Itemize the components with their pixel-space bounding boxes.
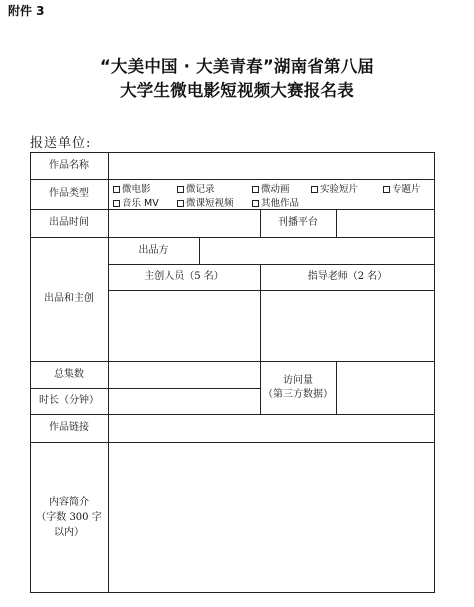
link-label: 作品链接 <box>49 422 89 433</box>
checkbox-icon <box>383 186 390 193</box>
checkbox-icon <box>113 186 120 193</box>
link-field[interactable] <box>109 415 434 442</box>
views-label-line-1: 访问量 <box>283 374 313 386</box>
option-label: 音乐 MV <box>122 198 159 209</box>
release-time-label: 出品时间 <box>49 217 89 228</box>
producer-label: 出品方 <box>138 244 169 256</box>
checkbox-icon <box>177 186 184 193</box>
work-type-label: 作品类型 <box>49 188 89 199</box>
work-type-option-micro-lesson[interactable] <box>177 195 234 209</box>
checkbox-icon <box>252 200 259 207</box>
intro-field[interactable] <box>109 443 434 592</box>
duration-label: 时长（分钟） <box>39 395 99 406</box>
work-type-option-experimental-short[interactable] <box>311 181 358 195</box>
form-title-line-1: “大美中国 · 大美青春”湖南省第八届 <box>99 57 375 76</box>
work-type-option-other[interactable] <box>252 195 299 209</box>
platform-label: 刊播平台 <box>278 217 318 228</box>
checkbox-icon <box>177 200 184 207</box>
option-label: 微课短视频 <box>186 198 234 209</box>
release-time-field[interactable] <box>109 210 260 237</box>
episodes-label: 总集数 <box>54 368 84 380</box>
work-type-option-feature[interactable] <box>383 181 421 195</box>
intro-label <box>30 442 108 592</box>
option-label: 其他作品 <box>261 198 300 209</box>
option-label: 专题片 <box>392 184 421 195</box>
creators-label: 主创人员（5 名） <box>144 271 224 282</box>
platform-field[interactable] <box>337 210 434 237</box>
form-title-line-2: 大学生微电影短视频大赛报名表 <box>120 81 354 100</box>
duration-field[interactable] <box>109 389 260 414</box>
option-label: 实验短片 <box>320 184 359 195</box>
work-name-label: 作品名称 <box>49 159 89 171</box>
registration-table <box>30 152 435 593</box>
intro-label-line-1: 内容简介 <box>49 496 89 508</box>
advisors-label: 指导老师（2 名） <box>307 271 388 282</box>
views-label <box>260 361 336 414</box>
checkbox-icon <box>311 186 318 193</box>
intro-label-line-2: （字数 300 字 <box>36 511 102 523</box>
option-label: 微动画 <box>261 184 290 195</box>
intro-label-line-3: 以内） <box>54 526 84 538</box>
views-label-line-2: （第三方数据） <box>263 388 333 400</box>
views-field[interactable] <box>337 362 434 414</box>
episodes-field[interactable] <box>109 362 260 388</box>
option-label: 微电影 <box>122 184 151 195</box>
production-label: 出品和主创 <box>44 293 94 304</box>
producer-field[interactable] <box>200 238 434 264</box>
creators-field[interactable] <box>109 291 260 361</box>
attachment-label: 附件 3 <box>8 4 45 18</box>
work-type-option-micro-animation[interactable] <box>252 181 290 195</box>
work-type-options <box>113 181 433 209</box>
option-label: 微记录 <box>186 184 215 195</box>
checkbox-icon <box>252 186 259 193</box>
work-name-field[interactable] <box>109 153 434 179</box>
checkbox-icon <box>113 200 120 207</box>
work-type-option-micro-documentary[interactable] <box>177 181 215 195</box>
submitting-unit-label: 报送单位: <box>30 136 92 151</box>
table-border-bottom <box>30 592 435 593</box>
work-type-option-music-mv[interactable] <box>113 195 159 209</box>
table-border-right <box>434 152 435 593</box>
work-type-option-micro-film[interactable] <box>113 181 151 195</box>
advisors-field[interactable] <box>261 291 434 361</box>
